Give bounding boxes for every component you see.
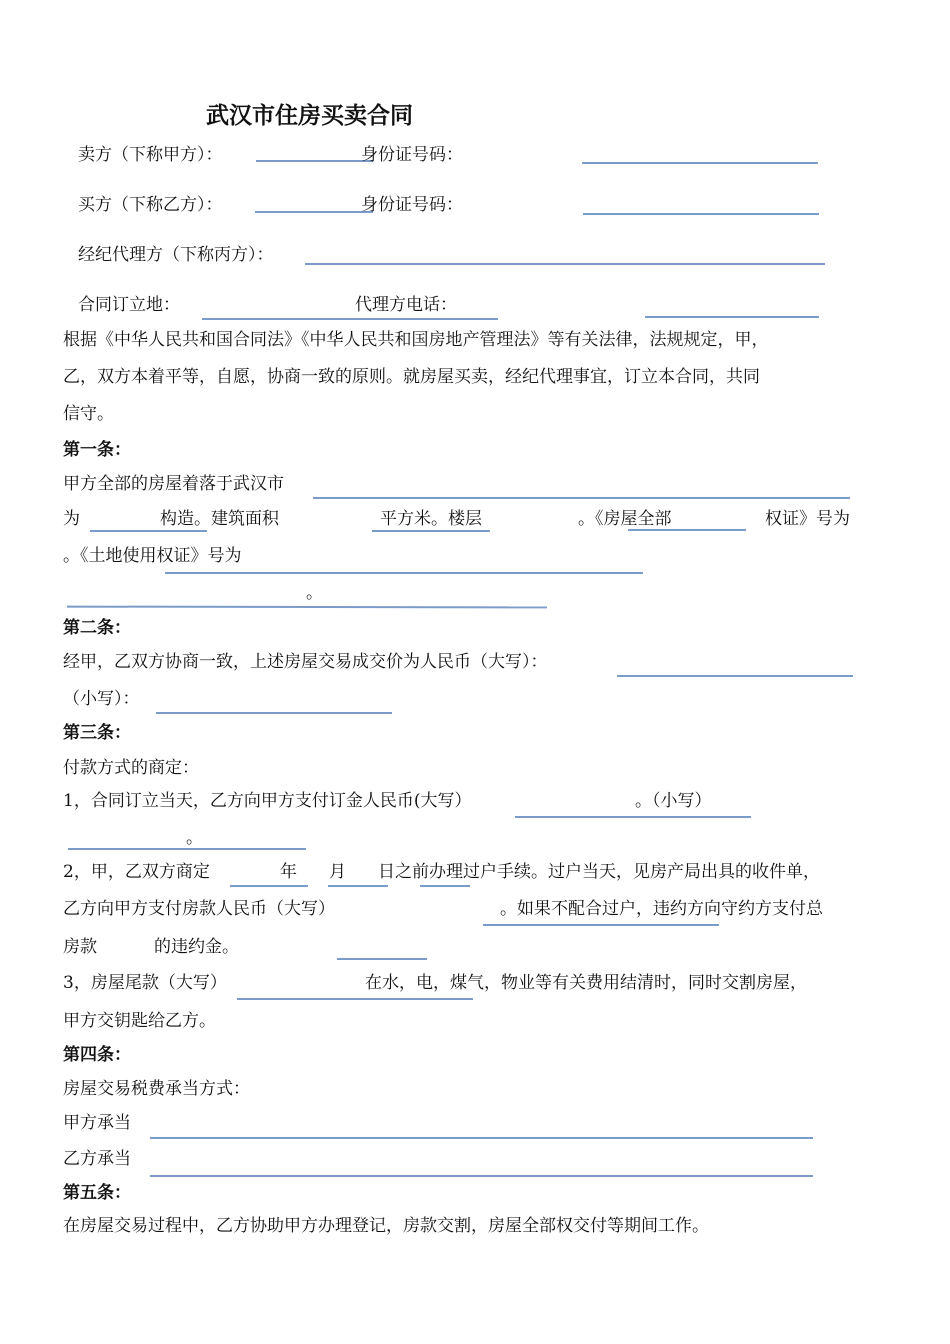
party-a-tax-label: 甲方承当 xyxy=(63,1113,131,1133)
intro-line-3: 信守。 xyxy=(63,404,114,424)
transfer-day-line[interactable] xyxy=(420,885,470,887)
article-1-location-label: 甲方全部的房屋着落于武汉市 xyxy=(63,474,284,494)
article-5-text: 在房屋交易过程中，乙方协助甲方办理登记，房款交割，房屋全部权交付等期间工作。 xyxy=(63,1216,709,1236)
payment-2-month: 月 xyxy=(329,862,346,882)
article-3-payment-label: 付款方式的商定： xyxy=(63,758,199,778)
party-b-tax-line[interactable] xyxy=(150,1175,813,1177)
payment-3-text: 3，房屋尾款（大写） xyxy=(63,973,227,993)
payment-3-keys: 甲方交钥匙给乙方。 xyxy=(63,1011,216,1031)
article-1-sqm-floor: 平方米。楼层 xyxy=(380,509,482,529)
payment-1-lower: 。（小写） xyxy=(635,791,712,811)
article-4-tax-label: 房屋交易税费承当方式： xyxy=(63,1079,250,1099)
article-1-heading: 第一条： xyxy=(63,440,131,460)
article-1-cert-no: 权证》号为 xyxy=(765,509,850,529)
payment-2-breach: 。如果不配合过户，违约方向守约方支付总 xyxy=(500,899,823,919)
house-location-line[interactable] xyxy=(313,497,850,499)
place-line[interactable] xyxy=(202,318,498,320)
payment-2-amount-label: 乙方向甲方支付房款人民币（大写） xyxy=(63,899,335,919)
seller-label: 卖方（下称甲方）： xyxy=(78,145,223,165)
house-payment-line[interactable] xyxy=(483,924,719,926)
article-5-heading: 第五条： xyxy=(63,1183,131,1203)
payment-1-period: 。 xyxy=(186,828,203,848)
seller-name-line[interactable] xyxy=(256,160,373,162)
place-label: 合同订立地： xyxy=(78,295,180,315)
ownership-cert-line[interactable] xyxy=(628,529,746,531)
document-title: 武汉市住房买卖合同 xyxy=(206,103,413,129)
agent-phone-label: 代理方电话： xyxy=(355,295,457,315)
article-2-lower-label: （小写）： xyxy=(63,689,140,709)
agent-label: 经纪代理方（下称丙方）： xyxy=(78,245,274,265)
buyer-label: 买方（下称乙方）： xyxy=(78,195,223,215)
agent-phone-line[interactable] xyxy=(645,316,819,318)
article-3-heading: 第三条： xyxy=(63,723,131,743)
intro-line-2: 乙，双方本着平等，自愿，协商一致的原则。就房屋买卖，经纪代理事宜，订立本合同，共同 xyxy=(63,367,760,387)
buyer-id-label: 身份证号码： xyxy=(361,195,463,215)
article-1-wei: 为 xyxy=(63,509,80,529)
party-a-tax-line[interactable] xyxy=(150,1137,813,1139)
transfer-month-line[interactable] xyxy=(328,885,388,887)
price-upper-line[interactable] xyxy=(617,675,853,677)
land-cert-line-2[interactable] xyxy=(67,606,547,609)
payment-3-conditions: 在水，电，煤气，物业等有关费用结清时，同时交割房屋， xyxy=(365,973,807,993)
article-1-ownership: 。《房屋全部 xyxy=(578,509,672,529)
article-2-price-label: 经甲，乙双方协商一致，上述房屋交易成交价为人民币（大写）： xyxy=(63,652,548,672)
payment-2-penalty: 的违约金。 xyxy=(154,937,239,957)
structure-line[interactable] xyxy=(90,530,207,532)
party-b-tax-label: 乙方承当 xyxy=(63,1149,131,1169)
price-lower-line[interactable] xyxy=(156,712,392,714)
transfer-year-line[interactable] xyxy=(230,885,308,887)
intro-line-1: 根据《中华人民共和国合同法》《中华人民共和国房地产管理法》等有关法律，法规规定，甲， xyxy=(63,330,769,350)
payment-2-total-label: 房款 xyxy=(63,937,97,957)
agent-name-line[interactable] xyxy=(305,263,825,265)
penalty-line[interactable] xyxy=(337,958,427,960)
payment-2-rest: 日之前办理过户手续。过户当天，见房产局出具的收件单， xyxy=(378,862,820,882)
seller-id-line[interactable] xyxy=(582,162,818,164)
article-4-heading: 第四条： xyxy=(63,1045,131,1065)
deposit-lower-line[interactable] xyxy=(68,848,306,850)
payment-1-text: 1，合同订立当天，乙方向甲方支付订金人民币(大写） xyxy=(63,791,472,811)
buyer-id-line[interactable] xyxy=(583,213,819,215)
land-cert-line[interactable] xyxy=(165,572,643,574)
seller-id-label: 身份证号码： xyxy=(361,145,463,165)
deposit-upper-line[interactable] xyxy=(515,816,751,818)
article-1-structure-area: 构造。建筑面积 xyxy=(160,509,279,529)
payment-2-text: 2，甲，乙双方商定 xyxy=(63,862,210,882)
article-2-heading: 第二条： xyxy=(63,618,131,638)
buyer-name-line[interactable] xyxy=(255,211,373,213)
area-line[interactable] xyxy=(372,530,490,532)
article-1-period: 。 xyxy=(306,583,323,603)
final-payment-line[interactable] xyxy=(237,998,473,1000)
payment-2-year: 年 xyxy=(280,862,297,882)
article-1-land-cert: 。《土地使用权证》号为 xyxy=(63,546,242,566)
